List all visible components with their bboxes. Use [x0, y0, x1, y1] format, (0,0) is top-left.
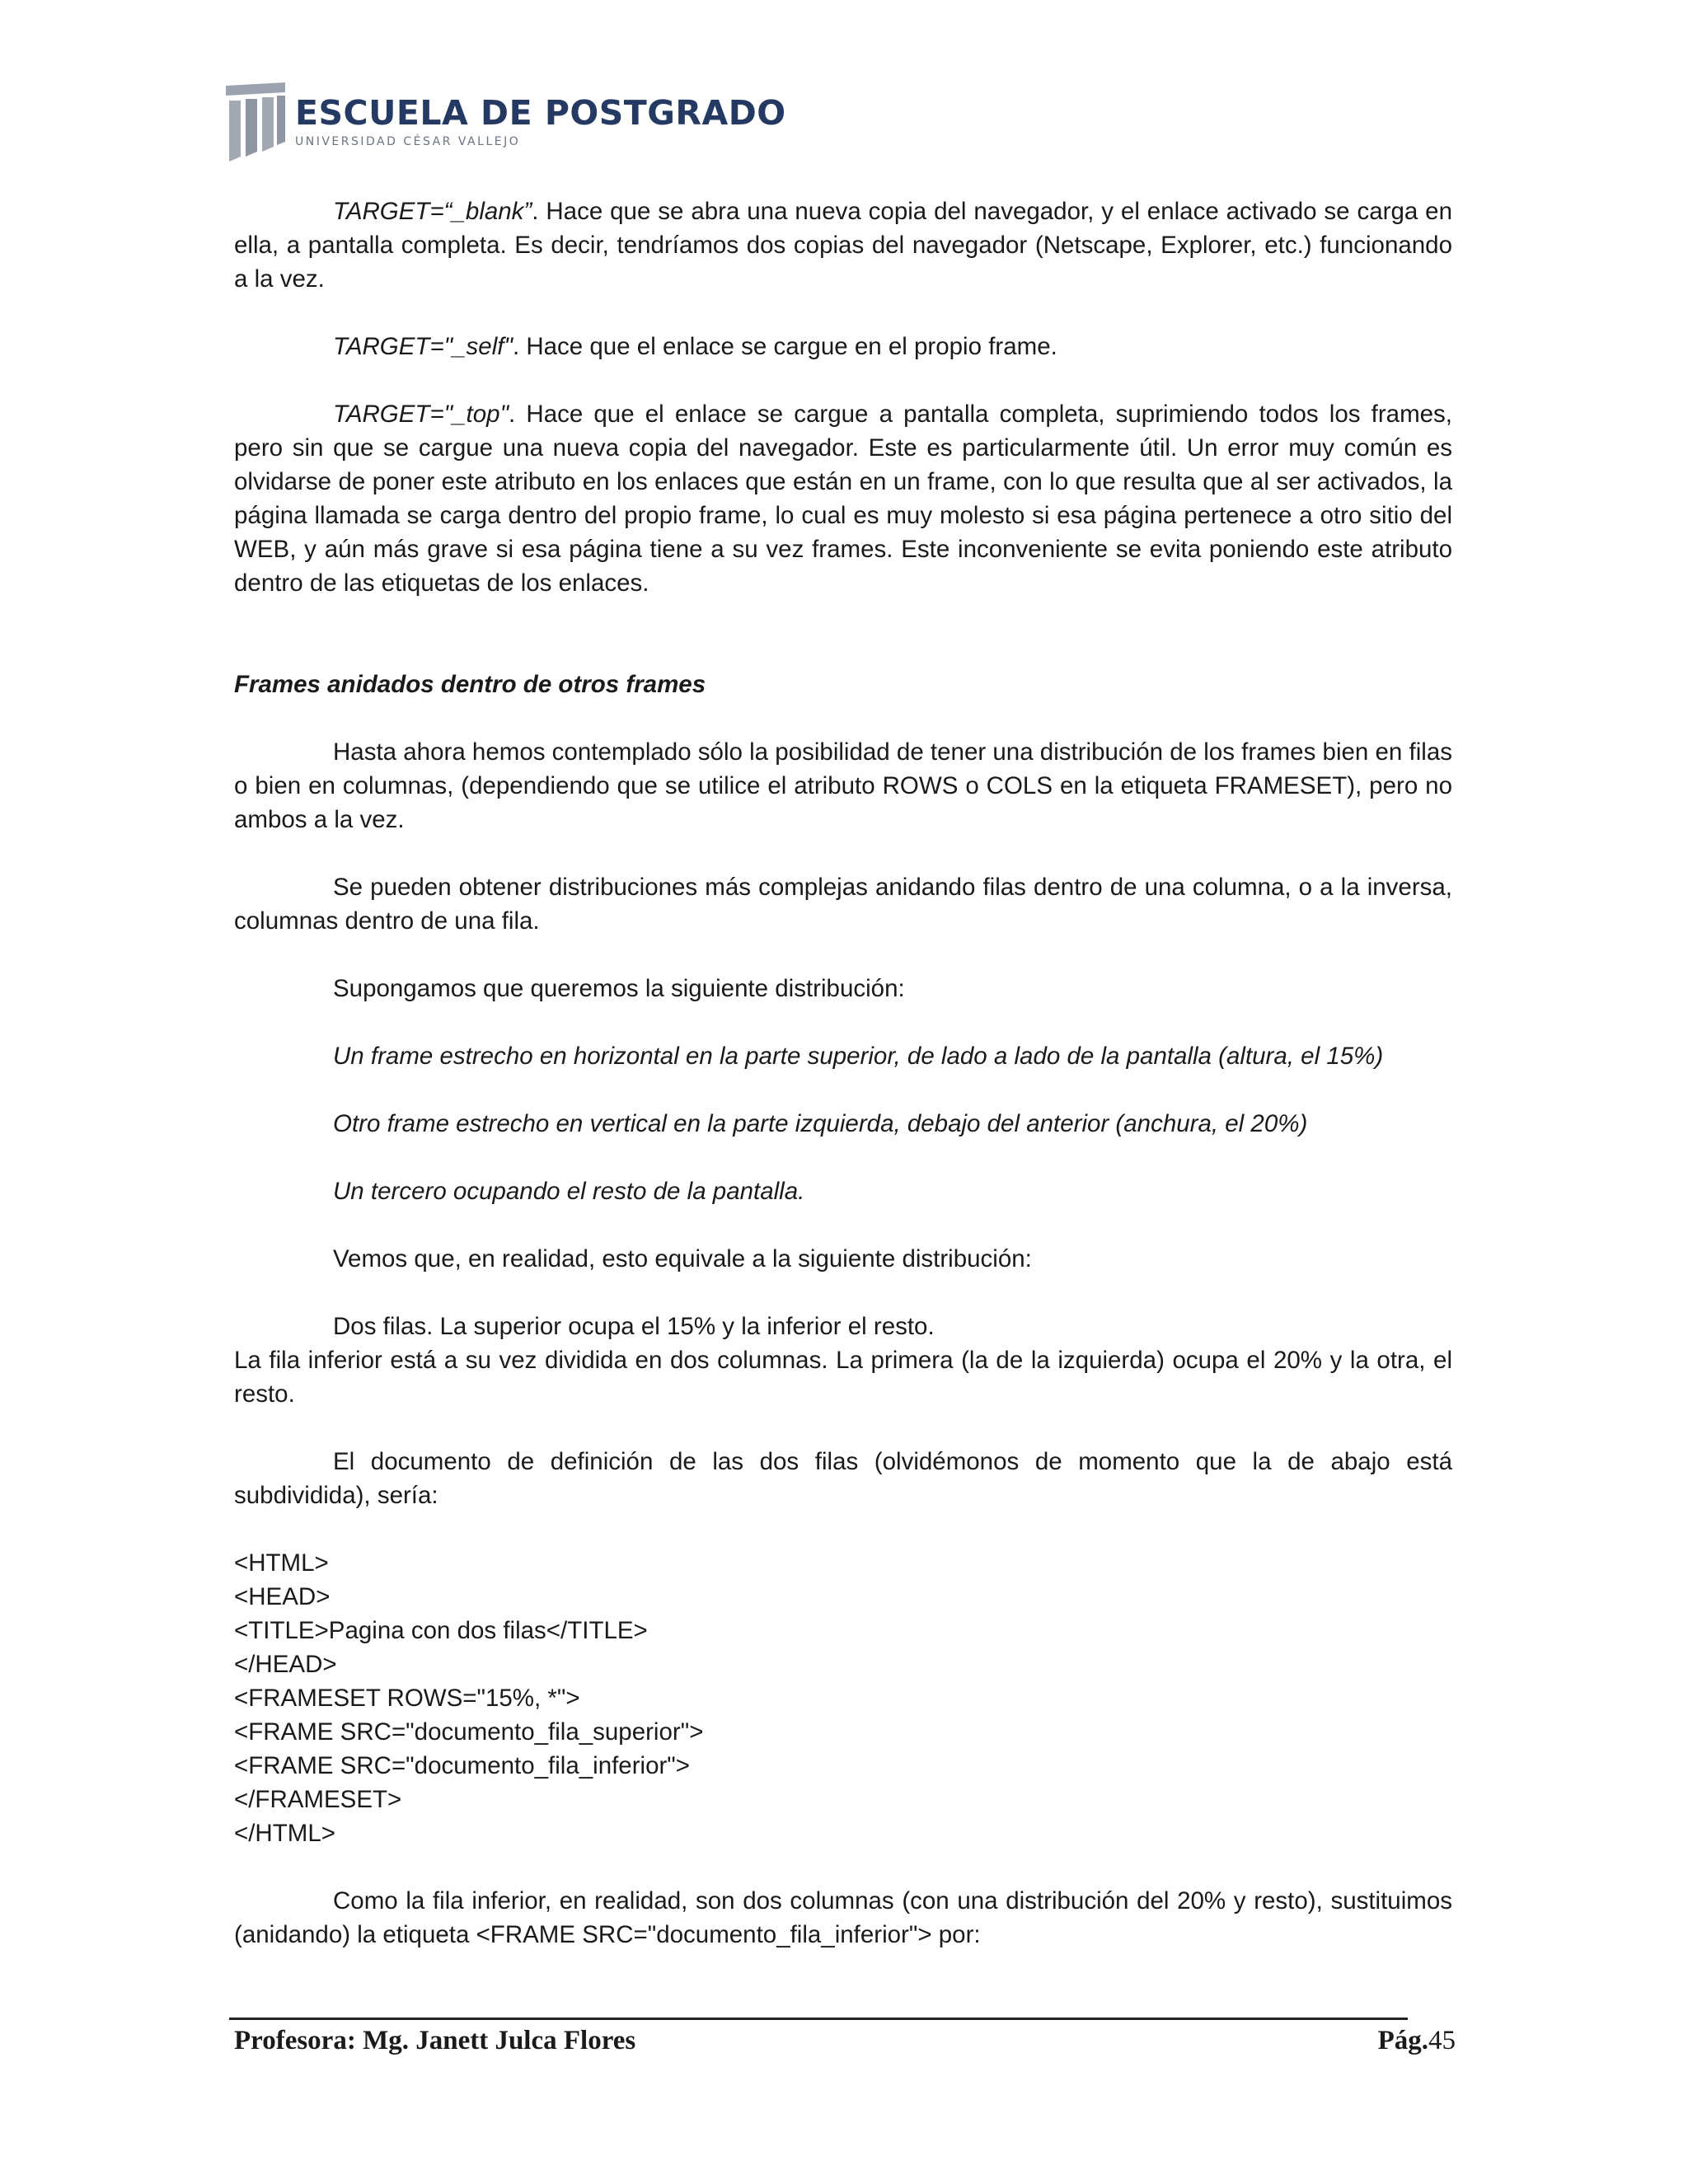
logo-text — [295, 95, 786, 149]
footer-page — [1378, 2022, 1456, 2059]
paragraph-substitution: Como la fila inferior, en realidad, son dos columnas (con una distribución del 20% y resto), sustituimos (anidando) la etiqueta <FRAME SRC="documento_fila_inferior"> por: — [234, 1887, 1452, 1948]
paragraph-target-top — [234, 397, 1452, 600]
paragraph-two-rows: Dos filas. La superior ocupa el 15% y la inferior el resto. — [333, 1313, 935, 1340]
target-top-text: . Hace que el enlace se cargue a pantalla completa, suprimiendo todos los frames, pero sin que se cargue una nueva copia del navegador. Este es particularmente útil. Un error muy común es olvidarse de poner este atributo en los enlaces que están en un frame, con lo que resulta que al ser activados, la página llamada se carga dentro del propio frame, lo cual es muy molesto si esa página pertenece a otro sitio del WEB, y aún más grave si esa página tiene a su vez frames. Este inconveniente se evita poniendo este atributo dentro de las etiquetas de los enlaces. — [234, 401, 1452, 597]
target-blank-term: TARGET=“_blank” — [333, 198, 532, 225]
code-line: </FRAMESET> — [234, 1786, 402, 1813]
footer-author: Profesora: Mg. Janett Julca Flores — [234, 2026, 636, 2055]
logo-subtitle: UNIVERSIDAD CÉSAR VALLEJO — [295, 135, 521, 148]
code-line: </HEAD> — [234, 1651, 337, 1678]
paragraph-intro: Hasta ahora hemos contemplado sólo la posibilidad de tener una distribución de los frames bien en filas o bien en columnas, (dependiendo que se utilice el atributo ROWS o COLS en la etiqueta FRAMESET), pero no ambos a la vez. — [234, 738, 1452, 833]
code-line: <TITLE>Pagina con dos filas</TITLE> — [234, 1617, 648, 1644]
paragraph-target-blank — [234, 194, 1452, 296]
target-self-text: . Hace que el enlace se cargue en el propio frame. — [512, 333, 1057, 360]
university-logo-icon — [224, 81, 287, 163]
code-line: <FRAME SRC="documento_fila_superior"> — [234, 1718, 704, 1746]
code-line: <FRAMESET ROWS="15%, *"> — [234, 1685, 580, 1712]
target-blank-text: . Hace que se abra una nueva copia del navegador, y el enlace activado se carga en ella, a pantalla completa. Es decir, tendríamos dos copias del navegador (Netscape, Explorer, etc.) funcionando a la vez. — [234, 198, 1452, 293]
italic-item-top-frame: Un frame estrecho en horizontal en la parte superior, de lado a lado de la pantalla (altura, el 15%) — [333, 1043, 1384, 1070]
paragraph-lower-row: La fila inferior está a su vez dividida en dos columnas. La primera (la de la izquierda) ocupa el 20% y la otra, el resto. — [234, 1347, 1452, 1408]
code-line: <HTML> — [234, 1549, 329, 1577]
italic-item-rest-frame: Un tercero ocupando el resto de la pantalla. — [333, 1178, 805, 1205]
code-line: <HEAD> — [234, 1583, 331, 1610]
header-logo — [224, 81, 786, 163]
footer-divider — [229, 2018, 1408, 2020]
italic-item-left-frame: Otro frame estrecho en vertical en la parte izquierda, debajo del anterior (anchura, el 20%) — [333, 1110, 1308, 1137]
logo-title: ESCUELA DE POSTGRADO — [295, 93, 786, 133]
code-block — [234, 1546, 1452, 1850]
paragraph-definition: El documento de definición de las dos filas (olvidémonos de momento que la de abajo está subdividida), sería: — [234, 1448, 1452, 1509]
paragraph-suppose: Supongamos que queremos la siguiente distribución: — [333, 975, 905, 1002]
paragraph-target-self — [234, 330, 1452, 363]
target-self-term: TARGET="_self" — [333, 333, 513, 360]
target-top-term: TARGET="_top" — [333, 401, 509, 428]
code-line: <FRAME SRC="documento_fila_inferior"> — [234, 1752, 691, 1779]
page-content — [234, 194, 1452, 1952]
page-label: Pág. — [1377, 2026, 1428, 2055]
code-line: </HTML> — [234, 1820, 335, 1847]
paragraph-equivalence: Vemos que, en realidad, esto equivale a la siguiente distribución: — [333, 1245, 1032, 1272]
section-heading: Frames anidados dentro de otros frames — [234, 671, 706, 698]
page-number: 45 — [1428, 2026, 1456, 2055]
paragraph-nesting: Se pueden obtener distribuciones más complejas anidando filas dentro de una columna, o a la inversa, columnas dentro de una fila. — [234, 874, 1452, 935]
